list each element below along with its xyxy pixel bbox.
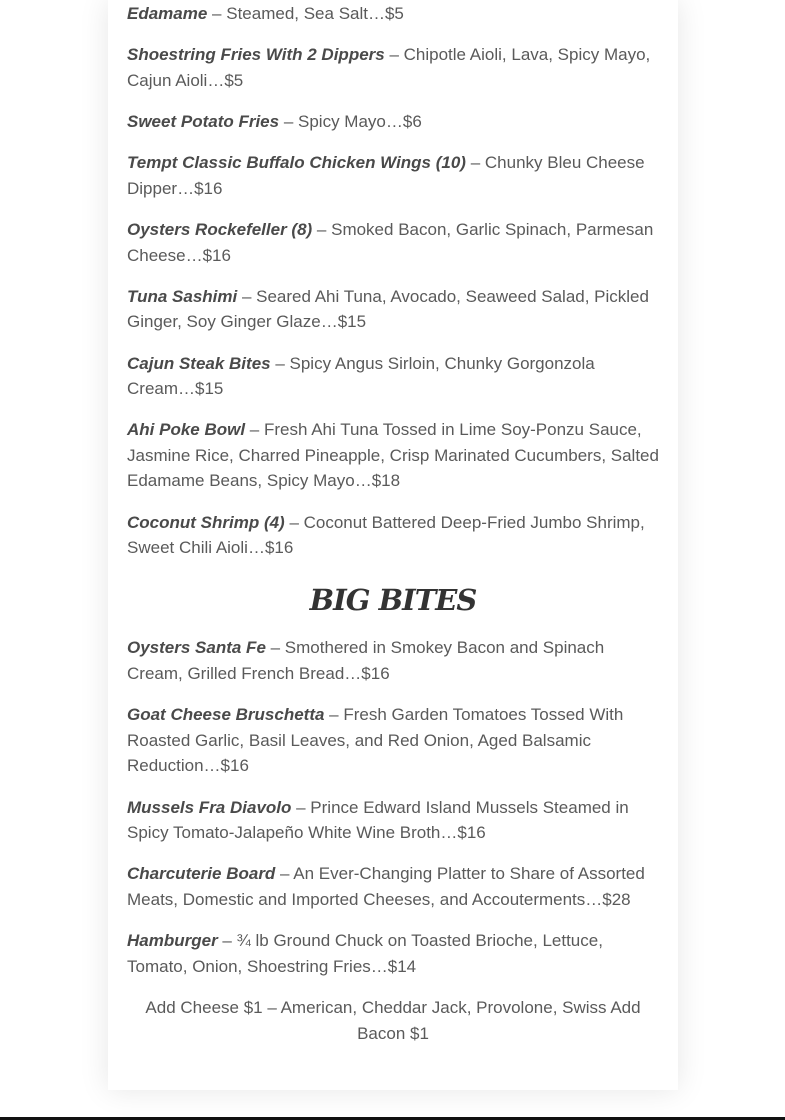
menu-item-charcuterie-board xyxy=(127,861,659,912)
item-name: Oysters Rockefeller (8) xyxy=(127,219,313,239)
item-description: – Spicy Angus Sirloin, Chunky Gorgonzola Cream…$15 xyxy=(127,353,595,399)
menu-item-ahi-poke-bowl xyxy=(127,417,659,494)
menu-item-mussels-fra-diavolo xyxy=(127,795,659,846)
menu-item-oysters-rockefeller xyxy=(127,217,659,268)
add-ons-note: Add Cheese $1 – American, Cheddar Jack, Provolone, Swiss Add Bacon $1 xyxy=(145,997,641,1043)
item-description: – An Ever-Changing Platter to Share of Assorted Meats, Domestic and Imported Cheeses, and Accouterments…$28 xyxy=(127,864,645,909)
item-description: – Chipotle Aioli, Lava, Spicy Mayo, Cajun Aioli…$5 xyxy=(127,45,651,90)
menu-content xyxy=(127,1,659,1046)
item-description: – Fresh Ahi Tuna Tossed in Lime Soy-Ponzu Sauce, Jasmine Rice, Charred Pineapple, Crisp Marinated Cucumbers, Salted Edamame Beans, Spicy Mayo…$18 xyxy=(127,420,659,491)
item-name: Hamburger xyxy=(127,931,218,951)
item-name: Goat Cheese Bruschetta xyxy=(127,705,325,725)
item-name: Cajun Steak Bites xyxy=(127,353,271,373)
menu-item-tuna-sashimi xyxy=(127,284,659,335)
item-description: – Coconut Battered Deep-Fried Jumbo Shrimp, Sweet Chili Aioli…$16 xyxy=(127,512,645,558)
item-name: Tuna Sashimi xyxy=(127,286,238,306)
item-name: Edamame xyxy=(127,4,208,23)
menu-item-cajun-steak-bites xyxy=(127,351,659,402)
item-description: – Fresh Garden Tomatoes Tossed With Roasted Garlic, Basil Leaves, and Red Onion, Aged Balsamic Reduction…$16 xyxy=(127,705,624,776)
menu-item-sweet-potato-fries xyxy=(127,109,659,135)
menu-item-shoestring-fries xyxy=(127,42,659,93)
item-name: Tempt Classic Buffalo Chicken Wings (10) xyxy=(127,153,466,173)
item-description: – Smothered in Smokey Bacon and Spinach Cream, Grilled French Bread…$16 xyxy=(127,638,605,684)
menu-item-oysters-santa-fe xyxy=(127,635,659,686)
item-description: – ¾ lb Ground Chuck on Toasted Brioche, Lettuce, Tomato, Onion, Shoestring Fries…$14 xyxy=(127,931,603,976)
menu-card xyxy=(108,0,678,1090)
item-description: – Chunky Bleu Cheese Dipper…$16 xyxy=(127,153,645,198)
menu-item-coconut-shrimp xyxy=(127,510,659,561)
item-name: Coconut Shrimp (4) xyxy=(127,512,285,532)
item-description: – Spicy Mayo…$6 xyxy=(279,111,422,131)
menu-item-buffalo-wings xyxy=(127,150,659,201)
item-name: Shoestring Fries With 2 Dippers xyxy=(127,45,385,65)
item-description: – Seared Ahi Tuna, Avocado, Seaweed Salad, Pickled Ginger, Soy Ginger Glaze…$15 xyxy=(127,286,649,332)
item-name: Sweet Potato Fries xyxy=(127,111,280,131)
menu-item-hamburger xyxy=(127,928,659,979)
menu-item-edamame xyxy=(127,1,659,27)
section-title-big-bites: BIG BITES xyxy=(309,583,477,618)
item-name: Charcuterie Board xyxy=(127,864,276,884)
item-name: Ahi Poke Bowl xyxy=(127,420,246,440)
item-name: Mussels Fra Diavolo xyxy=(127,797,292,817)
item-name: Oysters Santa Fe xyxy=(127,638,266,658)
item-description: – Prince Edward Island Mussels Steamed in Spicy Tomato-Jalapeño White Wine Broth…$16 xyxy=(127,797,629,843)
item-description: – Steamed, Sea Salt…$5 xyxy=(207,4,404,23)
menu-item-goat-cheese-bruschetta xyxy=(127,702,659,779)
item-description: – Smoked Bacon, Garlic Spinach, Parmesan Cheese…$16 xyxy=(127,219,654,265)
